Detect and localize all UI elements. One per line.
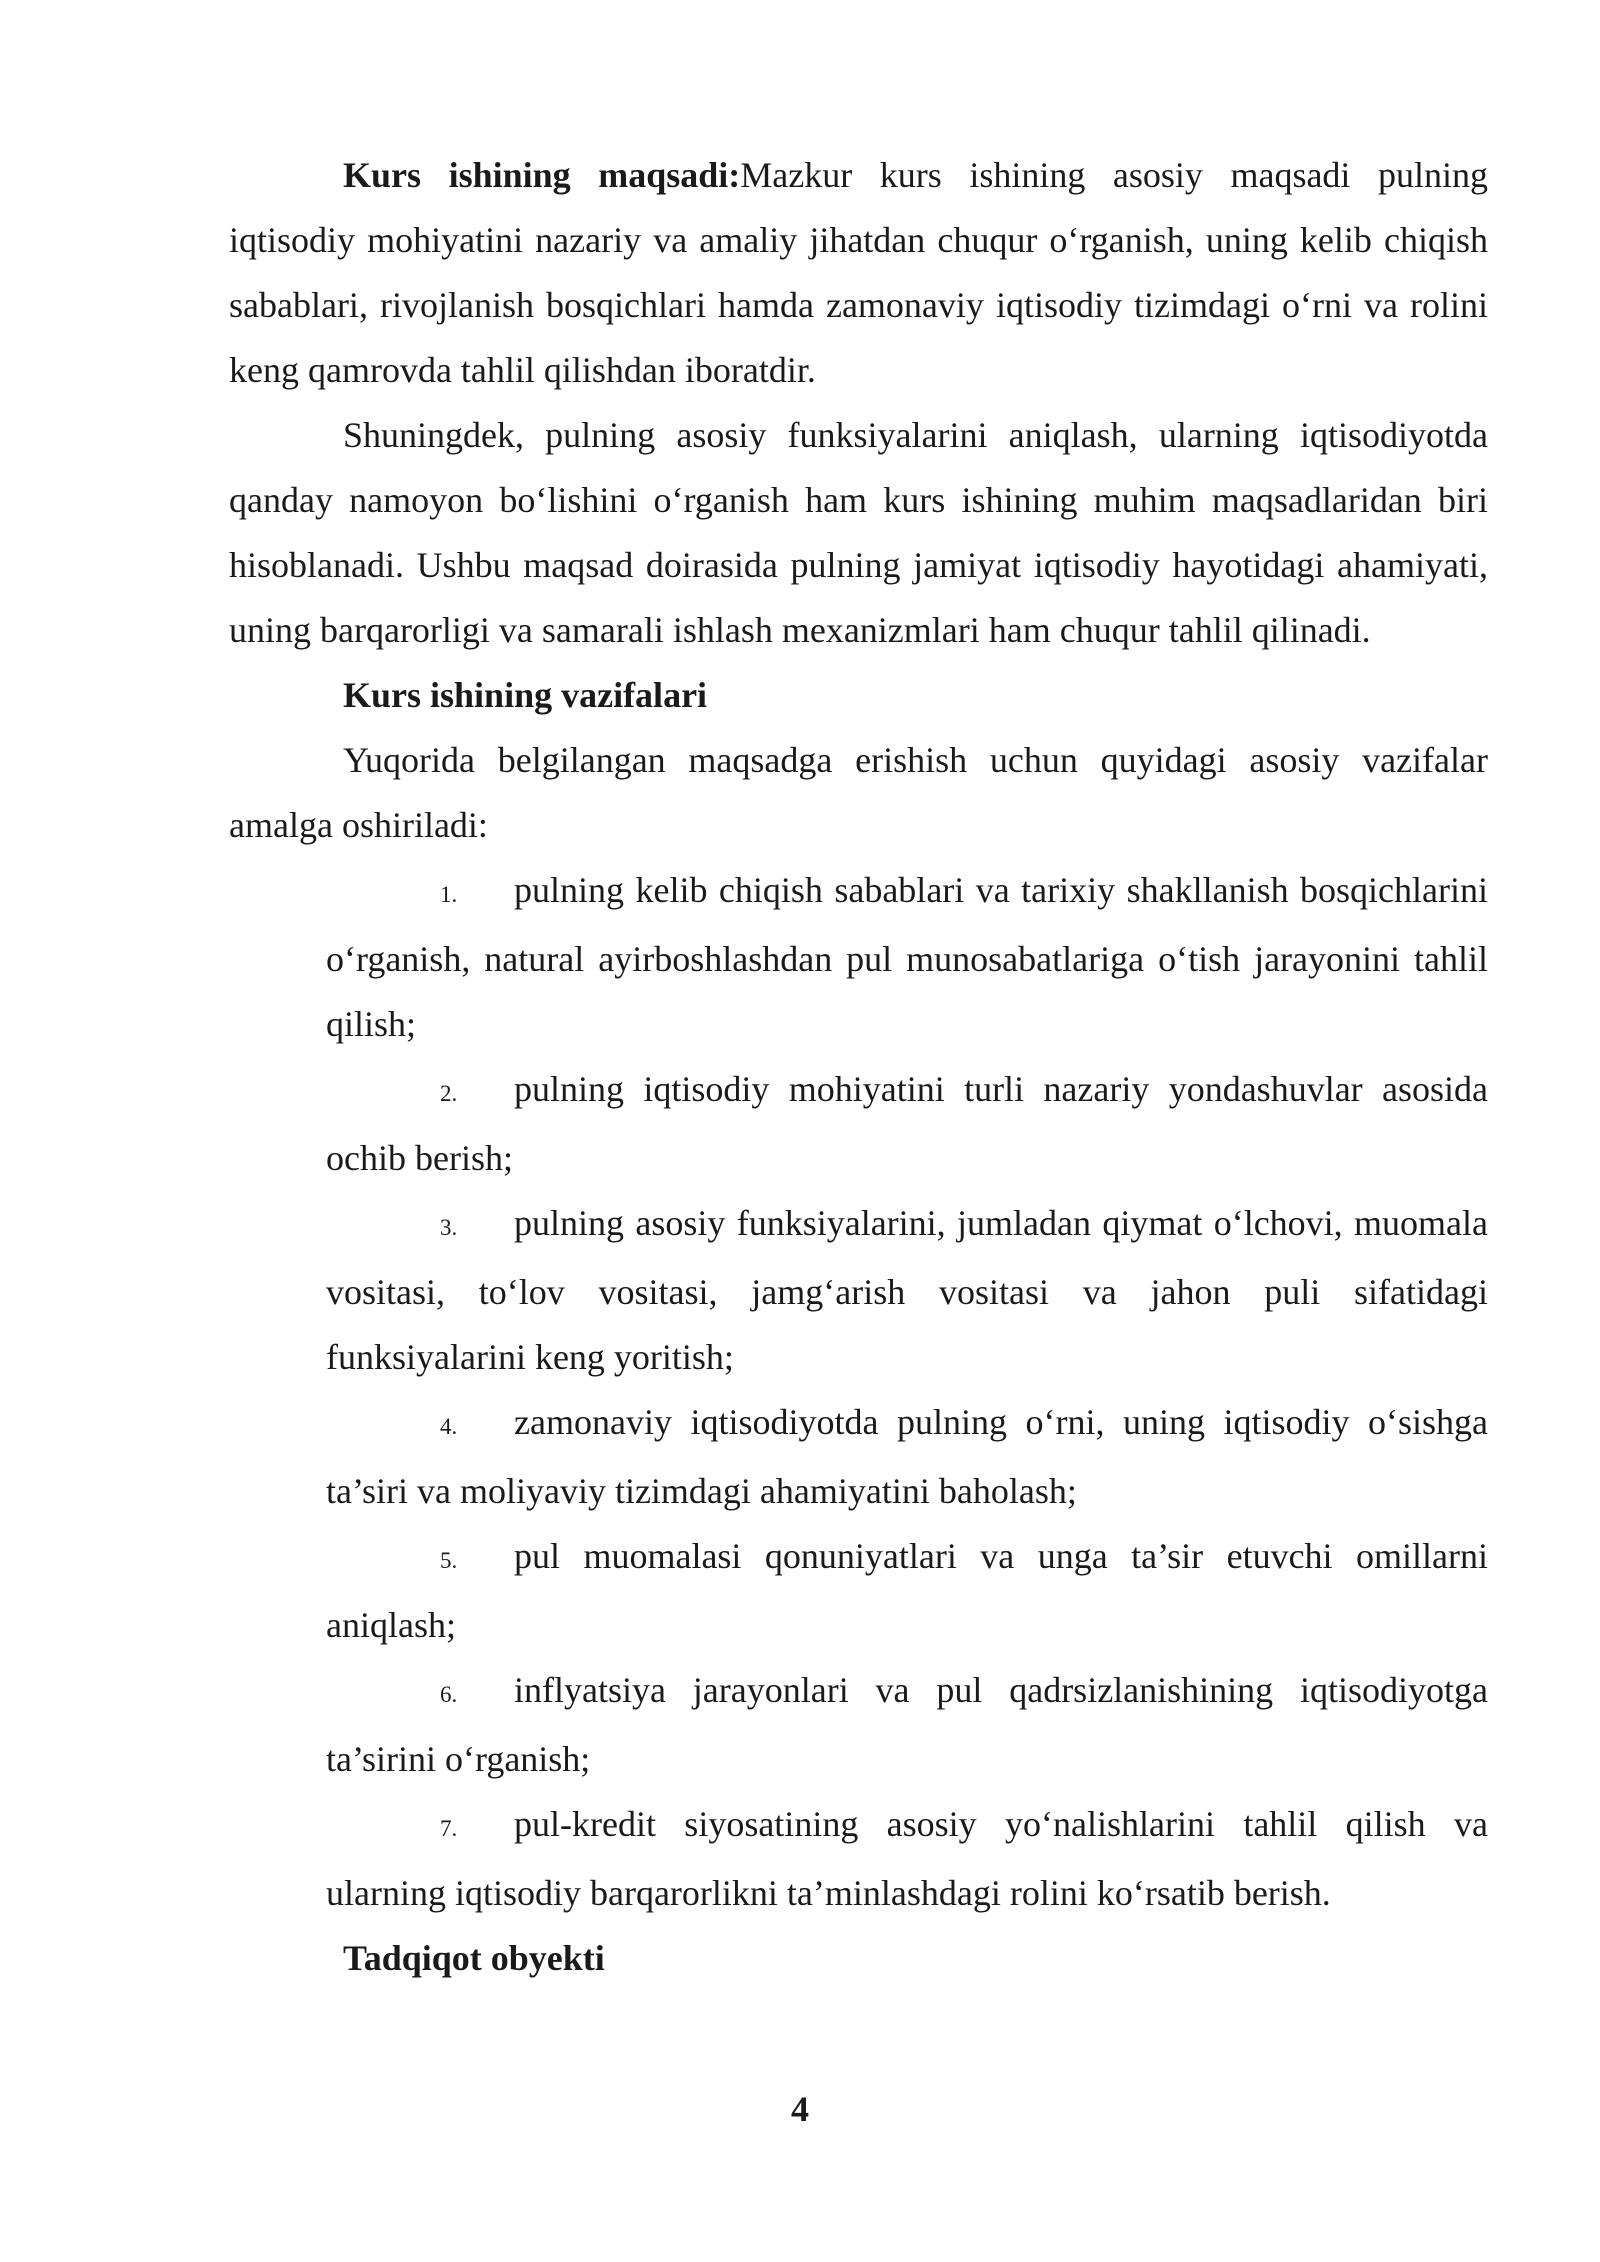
object-heading: Tadqiqot obyekti xyxy=(343,1938,605,1978)
purpose-label: Kurs ishining maqsadi: xyxy=(343,155,741,195)
document-body xyxy=(229,143,1488,1991)
task-number: 5. xyxy=(440,1548,458,1573)
purpose-paragraph xyxy=(229,143,1488,403)
tasks-intro: Yuqorida belgilangan maqsadga erishish uchun quyidagi asosiy vazifalar amalga oshiriladi: xyxy=(229,740,1488,845)
task-text: inflyatsiya jarayonlari va pul qadrsizlanishining iqtisodiyotga ta’sirini o‘rganish; xyxy=(326,1670,1488,1779)
task-item xyxy=(326,1191,1488,1390)
task-text: pulning iqtisodiy mohiyatini turli nazariy yondashuvlar asosida ochib berish; xyxy=(326,1069,1488,1178)
task-number: 6. xyxy=(440,1682,458,1707)
task-number: 4. xyxy=(440,1414,458,1439)
task-item xyxy=(326,858,1488,1057)
task-item xyxy=(326,1390,1488,1524)
task-number: 1. xyxy=(440,882,458,907)
paragraph-functions: Shuningdek, pulning asosiy funksiyalarini aniqlash, ularning iqtisodiyotda qanday namoyon bo‘lishini o‘rganish ham kurs ishining muhim maqsadlaridan biri hisoblanadi. Ushbu maqsad doirasida pulning jamiyat iqtisodiy hayotidagi ahamiyati, uning barqarorligi va samarali ishlash mexanizmlari ham chuqur tahlil qilinadi. xyxy=(229,415,1488,650)
tasks-heading: Kurs ishining vazifalari xyxy=(343,675,708,715)
task-item xyxy=(326,1057,1488,1191)
task-text: pul-kredit siyosatining asosiy yo‘nalishlarini tahlil qilish va ularning iqtisodiy barqarorlikni ta’minlashdagi rolini ko‘rsatib berish. xyxy=(326,1804,1488,1913)
task-number: 7. xyxy=(440,1816,458,1841)
task-item xyxy=(326,1658,1488,1792)
task-text: pulning asosiy funksiyalarini, jumladan qiymat o‘lchovi, muomala vositasi, to‘lov vositasi, jamg‘arish vositasi va jahon puli sifatidagi funksiyalarini keng yoritish; xyxy=(326,1203,1488,1377)
task-item xyxy=(326,1792,1488,1926)
tasks-list xyxy=(229,858,1488,1926)
task-text: pulning kelib chiqish sabablari va tarixiy shakllanish bosqichlarini o‘rganish, natural ayirboshlashdan pul munosabatlariga o‘tish jarayonini tahlil qilish; xyxy=(326,870,1488,1044)
task-text: pul muomalasi qonuniyatlari va unga ta’sir etuvchi omillarni aniqlash; xyxy=(326,1536,1488,1645)
purpose-text: Mazkur kurs ishining asosiy maqsadi pulning iqtisodiy mohiyatini nazariy va amaliy jihatdan chuqur o‘rganish, uning kelib chiqish sabablari, rivojlanish bosqichlari hamda zamonaviy iqtisodiy tizimdagi o‘rni va rolini keng qamrovda tahlil qilishdan iboratdir. xyxy=(229,155,1488,390)
page-number: 4 xyxy=(791,2089,809,2129)
task-number: 3. xyxy=(440,1215,458,1240)
task-item xyxy=(326,1524,1488,1658)
task-text: zamonaviy iqtisodiyotda pulning o‘rni, uning iqtisodiy o‘sishga ta’siri va moliyaviy tizimdagi ahamiyatini baholash; xyxy=(326,1402,1488,1511)
task-number: 2. xyxy=(440,1081,458,1106)
